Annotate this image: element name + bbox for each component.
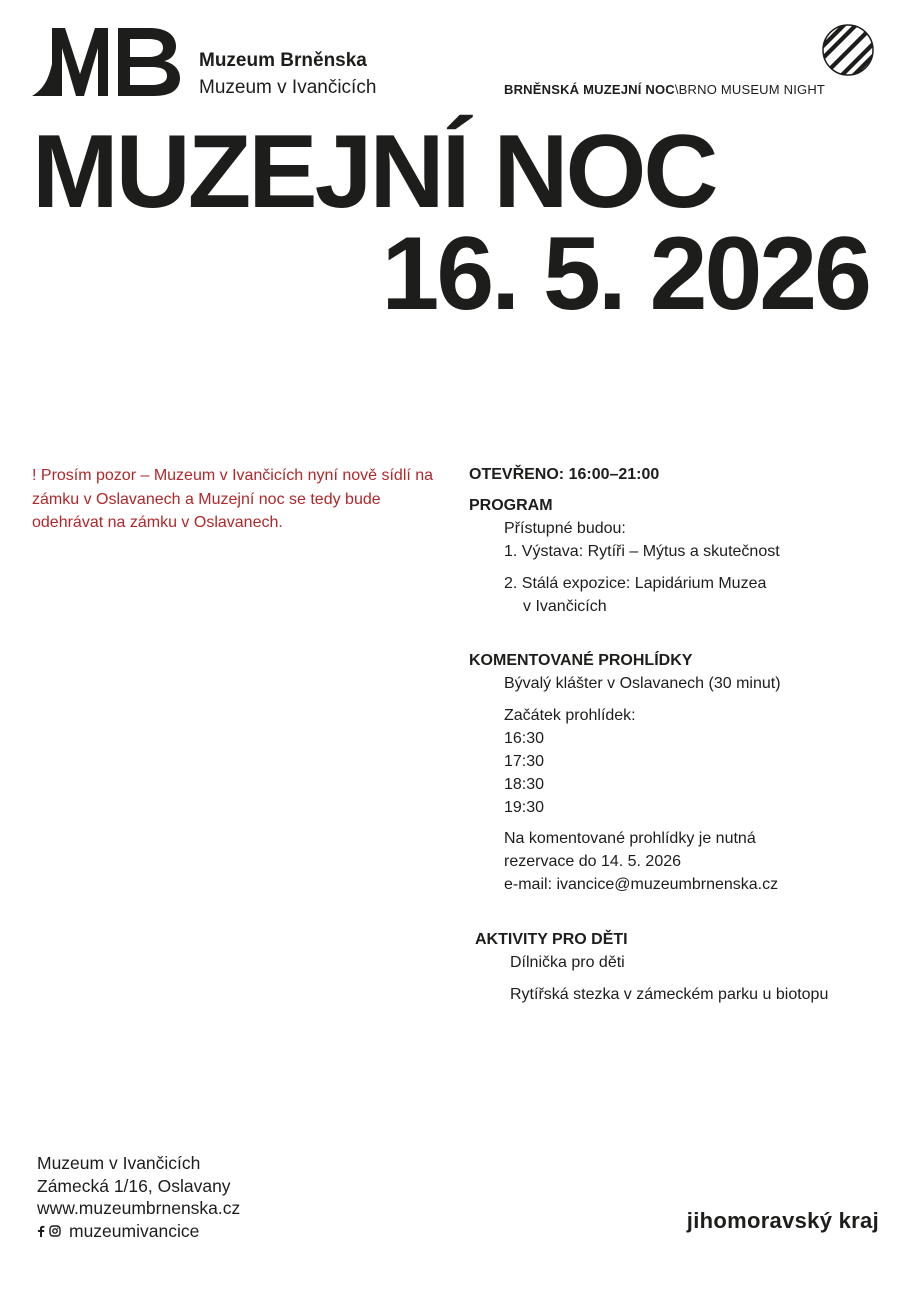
footer-social	[37, 1220, 240, 1243]
opening-hours: OTEVŘENO: 16:00–21:00	[469, 466, 660, 483]
event-date: 16. 5. 2026	[381, 216, 869, 332]
footer-website[interactable]: www.muzeumbrnenska.cz	[37, 1198, 241, 1218]
footer-contact	[37, 1152, 240, 1242]
facebook-icon[interactable]	[37, 1225, 45, 1237]
reservation-deadline: rezervace do 14. 5. 2026	[504, 853, 682, 870]
tour-time: 17:30	[504, 753, 545, 770]
tour-time: 16:30	[504, 730, 545, 747]
kids-heading: AKTIVITY PRO DĚTI	[475, 931, 628, 948]
kids-item-2: Rytířská stezka v zámeckém parku u biotopu	[510, 986, 829, 1003]
footer-museum-name: Muzeum v Ivančicích	[37, 1153, 201, 1173]
program-item-2-cont: v Ivančicích	[523, 598, 607, 615]
footer-social-handle[interactable]: muzeumivancice	[69, 1220, 200, 1241]
reservation-text: Na komentované prohlídky je nutná	[504, 830, 756, 847]
tour-time: 18:30	[504, 776, 545, 793]
museum-branch: Muzeum v Ivančicích	[199, 77, 377, 98]
tours-start-label: Začátek prohlídek:	[504, 707, 636, 724]
night-label-separator: \	[674, 82, 679, 97]
museum-brnenska-logo	[30, 24, 182, 100]
night-label-en: BRNO MUSEUM NIGHT	[678, 82, 826, 97]
tours-heading: KOMENTOVANÉ PROHLÍDKY	[469, 652, 693, 669]
tours-place: Bývalý klášter v Oslavanech (30 minut)	[504, 675, 781, 692]
program-heading: PROGRAM	[469, 497, 553, 514]
program-item-1: 1. Výstava: Rytíři – Mýtus a skutečnost	[504, 543, 780, 560]
museum-night-label	[504, 82, 825, 98]
night-label-cz: BRNĚNSKÁ MUZEJNÍ NOC	[504, 82, 675, 97]
relocation-notice: ! Prosím pozor – Muzeum v Ivančicích nyní nově sídlí na zámku v Oslavanech a Muzejní noc se tedy bude odehrávat na zámku v Oslavanech.	[32, 467, 434, 531]
tour-time: 19:30	[504, 799, 545, 816]
instagram-icon[interactable]	[49, 1225, 61, 1237]
kids-item-1: Dílnička pro děti	[510, 954, 625, 971]
footer-address: Zámecká 1/16, Oslavany	[37, 1175, 231, 1196]
program-item-2: 2. Stálá expozice: Lapidárium Muzea	[504, 575, 767, 592]
reservation-email[interactable]: e-mail: ivancice@muzeumbrnenska.cz	[504, 876, 779, 893]
museum-night-logo-icon	[822, 24, 874, 76]
museum-name: Muzeum Brněnska	[199, 50, 367, 71]
region-logo: jihomoravský kraj	[686, 1208, 879, 1233]
program-intro: Přístupné budou:	[504, 520, 626, 537]
page-title: MUZEJNÍ NOC	[32, 114, 716, 230]
